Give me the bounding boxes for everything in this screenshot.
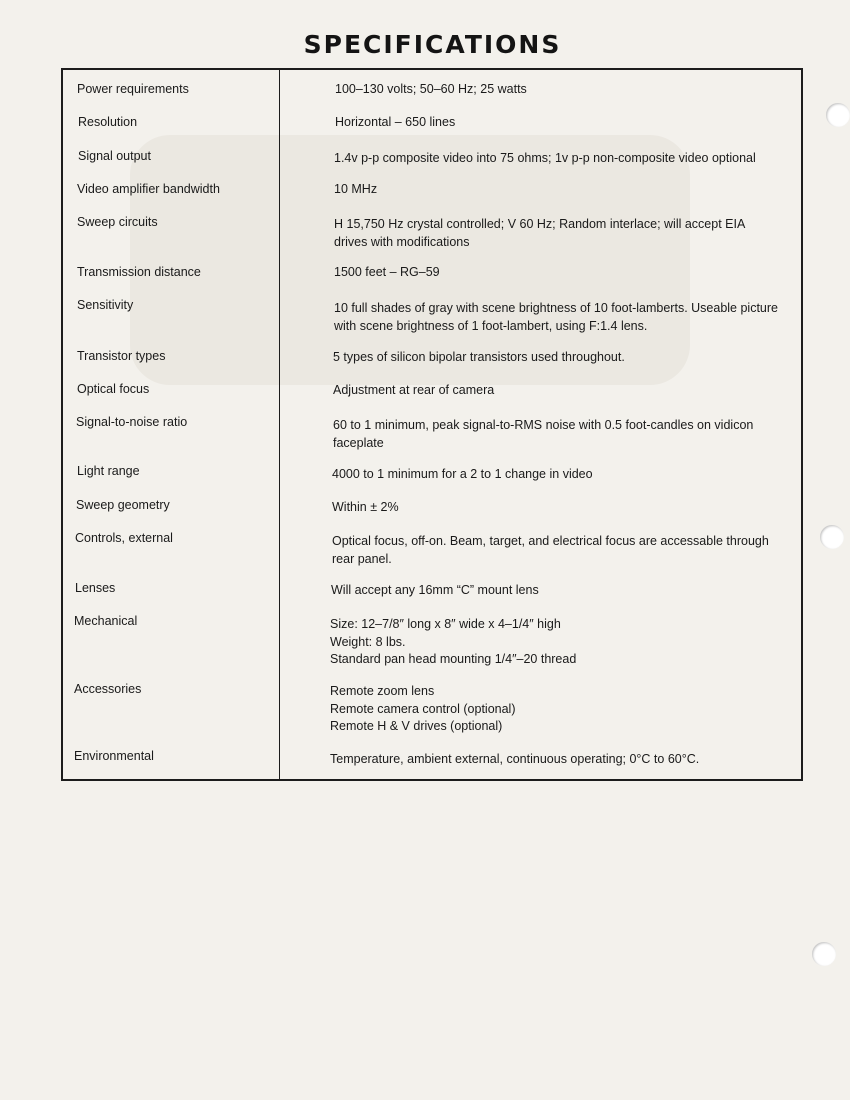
spec-label: Video amplifier bandwidth: [77, 182, 220, 196]
spec-value: Adjustment at rear of camera: [333, 383, 495, 397]
binder-hole-middle: [820, 525, 844, 549]
spec-label: Sweep geometry: [76, 498, 170, 512]
spec-label: Optical focus: [77, 382, 150, 396]
spec-value: Within ± 2%: [332, 500, 399, 514]
spec-value: 5 types of silicon bipolar transistors used throughout.: [333, 350, 625, 364]
spec-label: Sweep circuits: [77, 215, 158, 229]
spec-label: Controls, external: [75, 531, 173, 545]
spec-value: Temperature, ambient external, continuous operating; 0°C to 60°C.: [330, 752, 700, 766]
binder-hole-top: [826, 103, 850, 127]
spec-label: Signal output: [78, 149, 151, 163]
spec-value: 1500 feet – RG–59: [334, 265, 440, 279]
spec-table: [61, 68, 803, 781]
spec-value: Size: 12–7/8″ long x 8″ wide x 4–1/4″ high Weight: 8 lbs. Standard pan head mounting 1/4″–20 thread: [330, 617, 577, 666]
spec-label: Light range: [77, 464, 140, 478]
spec-label: Transmission distance: [77, 265, 201, 279]
column-divider: [279, 70, 280, 779]
spec-value: 60 to 1 minimum, peak signal-to-RMS noise with 0.5 foot-candles on vidicon faceplate: [333, 418, 754, 450]
spec-value: 10 full shades of gray with scene brightness of 10 foot-lamberts. Useable picture with scene brightness of 1 foot-lambert, using F:1.4 lens.: [334, 301, 778, 333]
page-title: SPECIFICATIONS: [303, 30, 562, 59]
spec-value: 100–130 volts; 50–60 Hz; 25 watts: [335, 82, 527, 96]
spec-value: Optical focus, off-on. Beam, target, and electrical focus are accessable through rear panel.: [332, 534, 769, 566]
spec-label: Signal-to-noise ratio: [76, 415, 188, 429]
spec-value: H 15,750 Hz crystal controlled; V 60 Hz; Random interlace; will accept EIA drives with modifications: [334, 217, 746, 249]
spec-value: Will accept any 16mm “C” mount lens: [331, 583, 539, 597]
spec-label: Sensitivity: [77, 298, 134, 312]
spec-label: Accessories: [74, 682, 142, 696]
spec-label: Lenses: [75, 581, 116, 595]
spec-value: 1.4v p-p composite video into 75 ohms; 1v p-p non-composite video optional: [334, 151, 756, 165]
spec-value: 4000 to 1 minimum for a 2 to 1 change in video: [332, 467, 593, 481]
binder-hole-bottom: [812, 942, 836, 966]
spec-label: Environmental: [74, 749, 154, 763]
spec-value: 10 MHz: [334, 182, 378, 196]
spec-label: Transistor types: [77, 349, 166, 363]
spec-label: Power requirements: [77, 82, 189, 96]
spec-value: Horizontal – 650 lines: [335, 115, 456, 129]
spec-label: Resolution: [78, 115, 138, 129]
spec-value: Remote zoom lens Remote camera control (optional) Remote H & V drives (optional): [330, 684, 516, 733]
spec-label: Mechanical: [74, 614, 138, 628]
